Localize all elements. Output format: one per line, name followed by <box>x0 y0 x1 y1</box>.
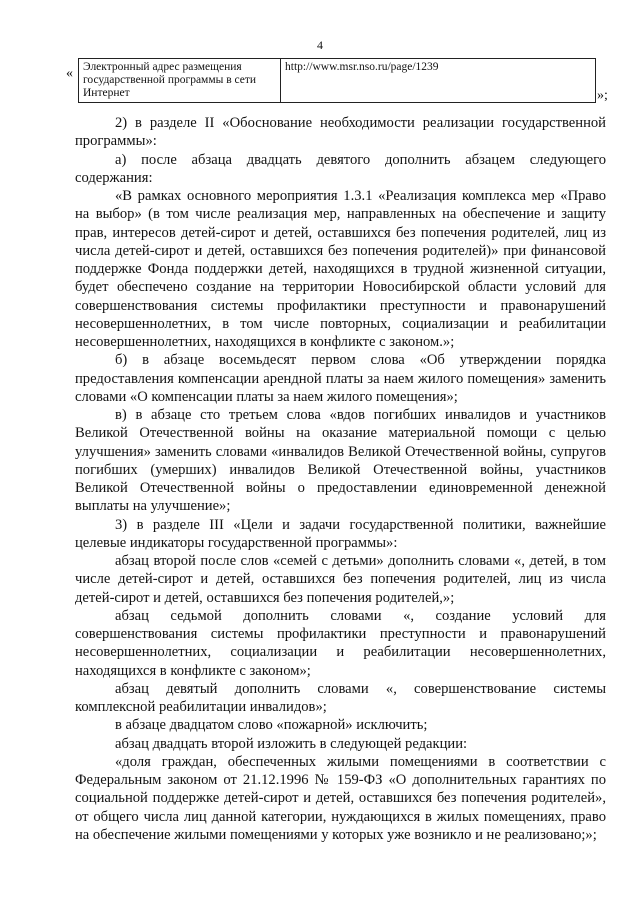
paragraph-item-b: б) в абзаце восемьдесят первом слова «Об утверждении порядка предоставления компенсации арендной платы за наем жилого помещения» заменить словами «О компенсации платы за наем жилого помещения»; <box>75 352 606 405</box>
paragraph-section-3: 3) в разделе III «Цели и задачи государственной политики, важнейшие целевые индикаторы государственной программы»: <box>75 516 606 551</box>
paragraph-new-wording: «доля граждан, обеспеченных жилыми помещениями в соответствии с Федеральным законом от 21.12.1996 № 159-ФЗ «О дополнительных гарантиях по социальной поддержке детей-сирот и детей, оставшихся без попечения родителей», от общего числа лиц данной категории, нуждающихся в жилых помещениях, право на обеспечение жилыми помещениями у которых уже возникло и не реализовано;»; <box>75 753 606 843</box>
paragraph-second-abzac: абзац второй после слов «семей с детьми» дополнить словами «, детей, в том числе детей-сирот и детей, оставшихся без попечения родителей, лиц из числа детей-сирот и детей, оставшихся без попечения родителей,»; <box>75 553 606 606</box>
table-row <box>79 59 596 103</box>
paragraph-seventh-abzac: абзац седьмой дополнить словами «, создание условий для совершенствования системы профилактики преступности и правонарушений несовершеннолетних, социализации и реабилитации несовершеннолетних, находящихся в конфликте с законом»; <box>75 607 606 679</box>
table-cell-label: Электронный адрес размещения государственной программы в сети Интернет <box>79 59 281 103</box>
paragraph-section-2: 2) в разделе II «Обоснование необходимости реализации государственной программы»: <box>75 115 606 150</box>
table-close-quote: »; <box>597 88 608 103</box>
program-info-table <box>78 58 596 103</box>
paragraph-ninth-abzac: абзац девятый дополнить словами «, совершенствование системы комплексной реабилитации инвалидов»; <box>75 680 606 715</box>
page-number: 4 <box>317 38 323 52</box>
table-cell-url: http://www.msr.nso.ru/page/1239 <box>281 59 596 103</box>
paragraph-item-a: а) после абзаца двадцать девятого дополнить абзацем следующего содержания: <box>75 151 606 186</box>
paragraph-twenty-second-abzac: абзац двадцать второй изложить в следующей редакции: <box>115 735 468 752</box>
paragraph-twentieth-abzac: в абзаце двадцатом слово «пожарной» исключить; <box>115 717 428 734</box>
paragraph-inserted-text: «В рамках основного мероприятия 1.3.1 «Реализация комплекса мер «Право на выбор» (в том числе реализация мер, направленных на обеспечение и защиту прав, интересов детей-сирот и детей, оставшихся без попечения родителей, лиц из числа детей-сирот и детей, оставшихся без попечения родителей)» при финансовой поддержке Фонда поддержки детей, находящихся в трудной жизненной ситуации, будет обеспечено создание на территории Новосибирской области условий для совершенствования системы профилактики преступности и правонарушений несовершеннолетних, в том числе повторных, социализации и реабилитации несовершеннолетних, находящихся в конфликте с законом.»; <box>75 188 606 350</box>
table-open-quote: « <box>66 66 73 81</box>
document-body <box>75 114 606 844</box>
paragraph-item-v: в) в абзаце сто третьем слова «вдов погибших инвалидов и участников Великой Отечественной войны на оказание материальной помощи с целью улучшения» заменить словами «инвалидов Великой Отечественной войны, супругов погибших (умерших) инвалидов Великой Отечественной войны, участников Великой Отечественной войны о предоставлении единовременной денежной выплаты на улучшение»; <box>75 407 606 515</box>
